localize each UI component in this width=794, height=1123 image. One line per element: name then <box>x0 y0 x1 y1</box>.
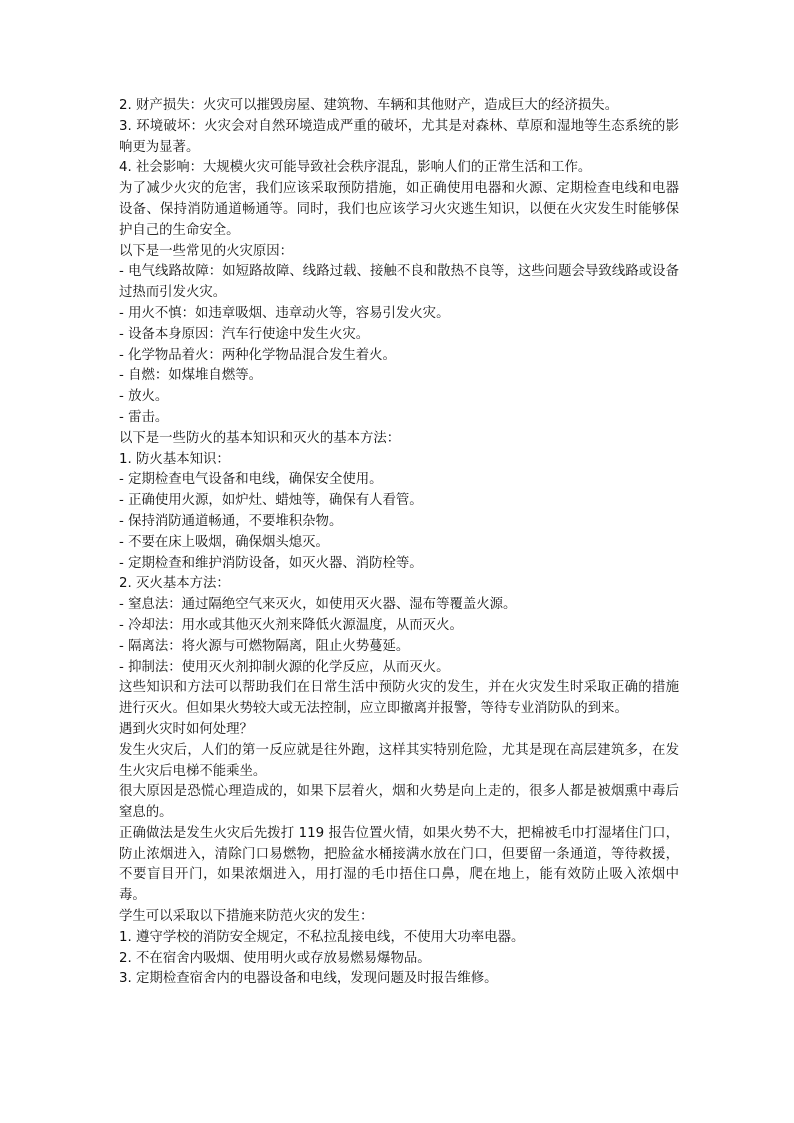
section-heading: 学生可以采取以下措施来防范火灾的发生： <box>119 909 374 925</box>
list-item: - 定期检查电气设备和电线，确保安全使用。 <box>119 472 383 488</box>
list-item: 1. 遵守学校的消防安全规定，不私拉乱接电线，不使用大功率电器。 <box>119 929 525 945</box>
paragraph: 正确做法是发生火灾后先拨打 119 报告位置火情，如果火势不大，把棉被毛巾打湿堵住门口，防止浓烟进入，清除门口易燃物，把脸盆水桶接满水放在门口，但要留一条通道，等待救援，不要盲目开门，如果浓烟进入，用打湿的毛巾捂住口鼻，爬在地上，能有效防止吸入浓烟中毒。 <box>119 825 679 904</box>
list-item: 2. 不在宿舍内吸烟、使用明火或存放易燃易爆物品。 <box>119 950 431 966</box>
list-item: - 设备本身原因：汽车行使途中发生火灾。 <box>119 326 370 342</box>
paragraph: 为了减少火灾的危害，我们应该采取预防措施，如正确使用电器和火源、定期检查电线和电器设备、保持消防通道畅通等。同时，我们也应该学习火灾逃生知识，以便在火灾发生时能够保护自己的生命安全。 <box>119 181 679 238</box>
section-heading: 遇到火灾时如何处理？ <box>119 721 253 737</box>
paragraph: 很大原因是恐慌心理造成的，如果下层着火，烟和火势是向上走的，很多人都是被烟熏中毒后窒息的。 <box>119 784 679 821</box>
list-item: - 电气线路故障：如短路故障、线路过载、接触不良和散热不良等，这些问题会导致线路或设备过热而引发火灾。 <box>119 264 679 301</box>
paragraph: 2. 财产损失：火灾可以摧毁房屋、建筑物、车辆和其他财产，造成巨大的经济损失。 <box>119 98 619 113</box>
list-item: - 放火。 <box>119 389 169 405</box>
paragraph: 4. 社会影响：大规模火灾可能导致社会秩序混乱，影响人们的正常生活和工作。 <box>119 160 592 176</box>
list-item: - 抑制法：使用灭火剂抑制火源的化学反应，从而灭火。 <box>119 659 450 675</box>
list-item: - 隔离法：将火源与可燃物隔离，阻止火势蔓延。 <box>119 638 410 654</box>
list-item: - 保持消防通道畅通，不要堆积杂物。 <box>119 513 343 529</box>
list-item: - 窒息法：通过隔绝空气来灭火，如使用灭火器、湿布等覆盖火源。 <box>119 597 517 613</box>
list-item: - 不要在床上吸烟，确保烟头熄灭。 <box>119 534 329 550</box>
subheading: 1. 防火基本知识： <box>119 451 230 467</box>
list-item: - 定期检查和维护消防设备，如灭火器、消防栓等。 <box>119 555 423 571</box>
list-item: - 冷却法：用水或其他灭火剂来降低火源温度，从而灭火。 <box>119 617 463 633</box>
list-item: - 用火不慎：如违章吸烟、违章动火等，容易引发火灾。 <box>119 305 450 321</box>
list-item: - 正确使用火源，如炉灶、蜡烛等，确保有人看管。 <box>119 493 423 509</box>
paragraph: 这些知识和方法可以帮助我们在日常生活中预防火灾的发生，并在火灾发生时采取正确的措施进行灭火。但如果火势较大或无法控制，应立即撤离并报警，等待专业消防队的到来。 <box>119 680 679 717</box>
section-heading: 以下是一些防火的基本知识和灭火的基本方法： <box>119 430 401 446</box>
document-body <box>119 96 679 990</box>
section-heading: 以下是一些常见的火灾原因： <box>119 243 294 259</box>
subheading: 2. 灭火基本方法： <box>119 576 230 592</box>
list-item: - 自燃：如煤堆自燃等。 <box>119 368 262 384</box>
list-item: - 化学物品着火：两种化学物品混合发生着火。 <box>119 347 396 363</box>
paragraph: 发生火灾后，人们的第一反应就是往外跑，这样其实特别危险，尤其是现在高层建筑多，在发生火灾后电梯不能乘坐。 <box>119 742 679 779</box>
list-item: - 雷击。 <box>119 409 169 425</box>
paragraph: 3. 环境破坏：火灾会对自然环境造成严重的破坏，尤其是对森林、草原和湿地等生态系统的影响更为显著。 <box>119 118 679 155</box>
list-item: 3. 定期检查宿舍内的电器设备和电线，发现问题及时报告维修。 <box>119 971 498 987</box>
